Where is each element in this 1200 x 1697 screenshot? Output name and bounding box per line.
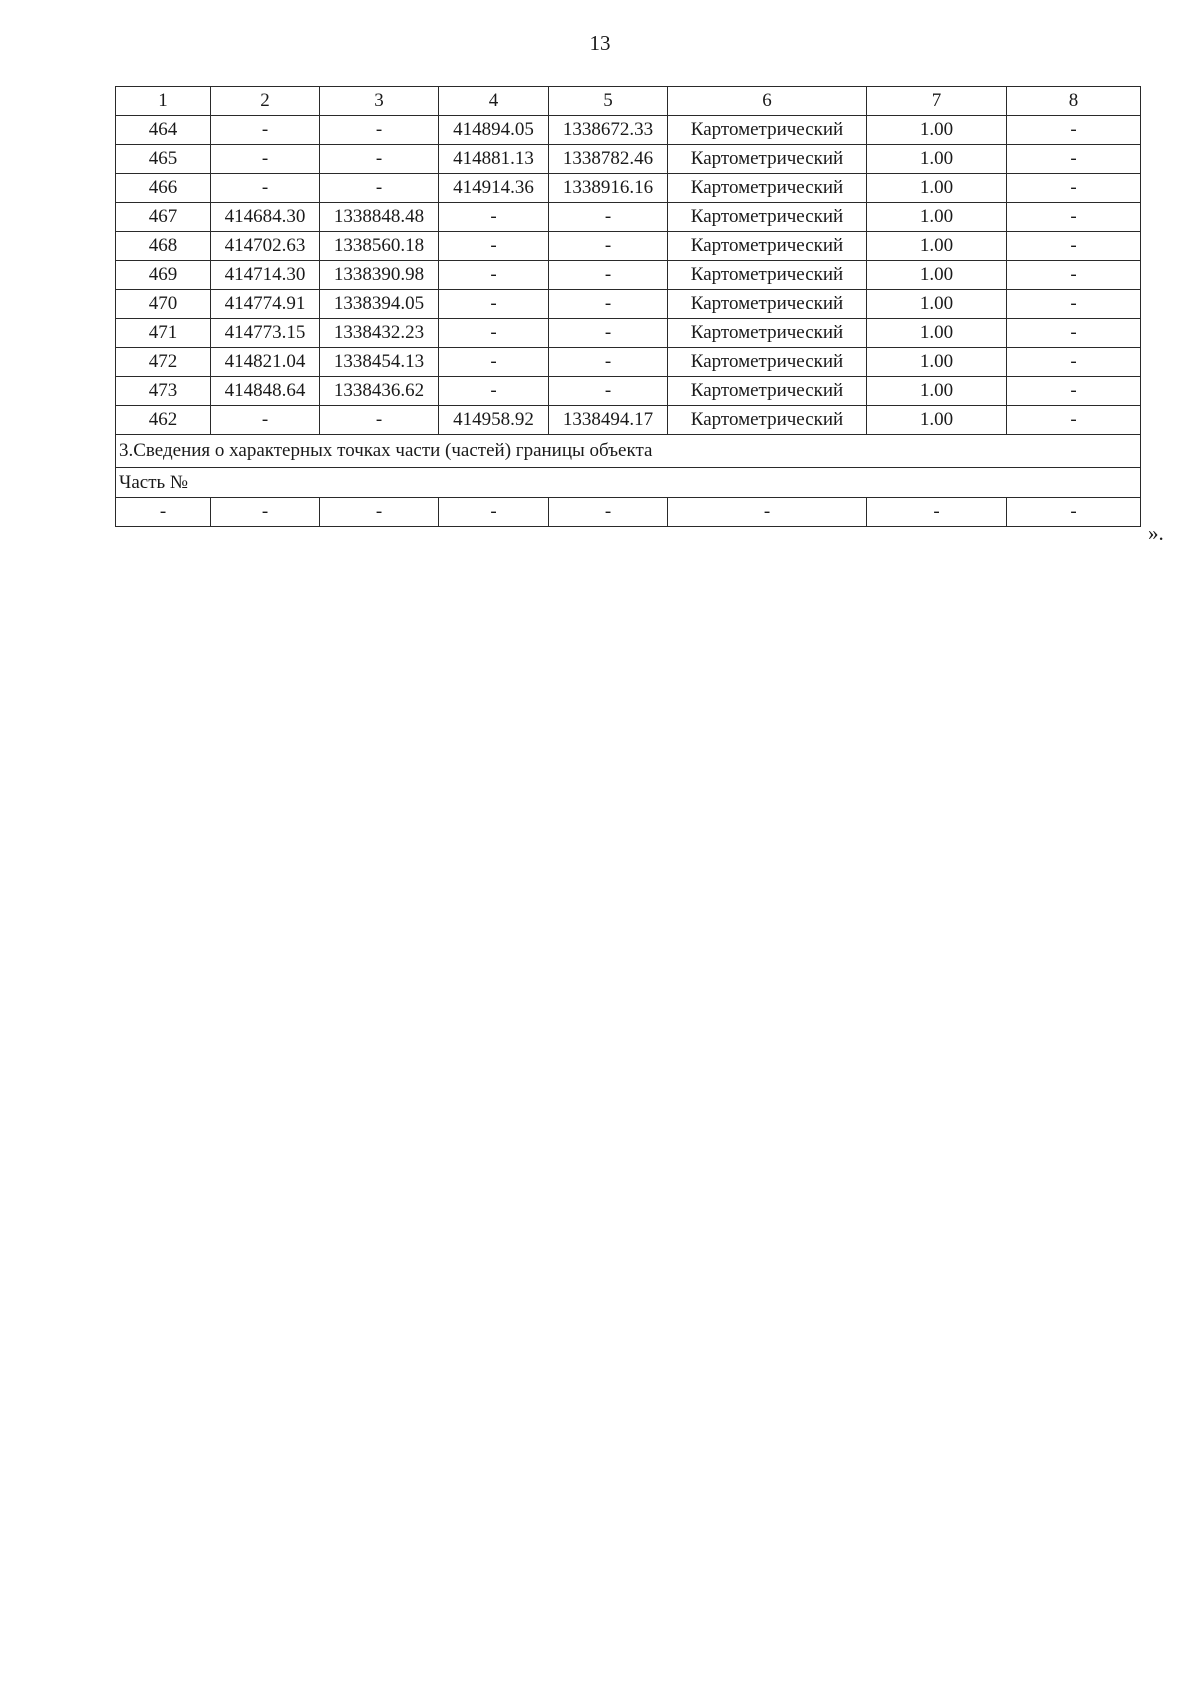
table-cell: - <box>1007 377 1141 406</box>
table-cell: 469 <box>116 261 211 290</box>
table-cell: 7 <box>867 87 1007 116</box>
table-cell: - <box>668 498 867 527</box>
table-cell: - <box>867 498 1007 527</box>
closing-quote: ». <box>1148 521 1164 545</box>
table-cell: Картометрический <box>668 232 867 261</box>
table-cell: 8 <box>1007 87 1141 116</box>
table-row <box>116 203 1141 232</box>
table-row <box>116 261 1141 290</box>
table-cell: - <box>211 406 320 435</box>
table-cell: 414894.05 <box>439 116 549 145</box>
table-cell: 471 <box>116 319 211 348</box>
table-cell: - <box>1007 145 1141 174</box>
table-row <box>116 377 1141 406</box>
table-cell: - <box>320 116 439 145</box>
table-cell: 2 <box>211 87 320 116</box>
table-cell: 1338436.62 <box>320 377 439 406</box>
table-cell: - <box>1007 261 1141 290</box>
table-row <box>116 319 1141 348</box>
table-cell: 1 <box>116 87 211 116</box>
table-cell: - <box>439 232 549 261</box>
table-cell: - <box>211 498 320 527</box>
table-row <box>116 406 1141 435</box>
table-cell: 414773.15 <box>211 319 320 348</box>
table-cell: - <box>320 498 439 527</box>
table-cell: - <box>1007 203 1141 232</box>
table-cell: - <box>439 290 549 319</box>
coordinates-table-wrapper <box>115 86 1141 527</box>
table-cell: 3 <box>320 87 439 116</box>
table-cell: Картометрический <box>668 261 867 290</box>
table-cell: Картометрический <box>668 116 867 145</box>
table-cell: 1338494.17 <box>549 406 668 435</box>
table-row <box>116 145 1141 174</box>
table-row <box>116 290 1141 319</box>
table-cell: 414714.30 <box>211 261 320 290</box>
table-cell: - <box>439 498 549 527</box>
table-cell: 1338560.18 <box>320 232 439 261</box>
table-cell: 472 <box>116 348 211 377</box>
table-cell: - <box>439 348 549 377</box>
table-cell: Картометрический <box>668 319 867 348</box>
table-cell: 1.00 <box>867 145 1007 174</box>
table-cell: 1.00 <box>867 232 1007 261</box>
table-cell: Картометрический <box>668 203 867 232</box>
table-cell: 414958.92 <box>439 406 549 435</box>
table-cell: - <box>320 174 439 203</box>
table-cell: 470 <box>116 290 211 319</box>
table-cell: 465 <box>116 145 211 174</box>
table-cell: - <box>1007 116 1141 145</box>
table-cell: 1.00 <box>867 290 1007 319</box>
table-cell: Картометрический <box>668 348 867 377</box>
table-row <box>116 348 1141 377</box>
table-cell: - <box>1007 319 1141 348</box>
table-row <box>116 174 1141 203</box>
table-cell: - <box>1007 174 1141 203</box>
table-cell: 414821.04 <box>211 348 320 377</box>
table-cell: - <box>320 145 439 174</box>
table-cell: - <box>439 203 549 232</box>
table-cell: - <box>1007 232 1141 261</box>
table-cell: - <box>439 261 549 290</box>
coordinates-table <box>115 86 1141 527</box>
table-cell: 462 <box>116 406 211 435</box>
part-label: Часть № <box>116 468 1141 498</box>
table-cell: 1338672.33 <box>549 116 668 145</box>
table-cell: Картометрический <box>668 174 867 203</box>
table-cell: 1.00 <box>867 116 1007 145</box>
table-cell: 1.00 <box>867 261 1007 290</box>
table-cell: - <box>549 498 668 527</box>
table-cell: - <box>549 319 668 348</box>
part-label-row <box>116 468 1141 498</box>
table-cell: - <box>549 377 668 406</box>
section-title-row <box>116 435 1141 468</box>
table-cell: 1338394.05 <box>320 290 439 319</box>
table-cell: 1338848.48 <box>320 203 439 232</box>
table-cell: 1.00 <box>867 377 1007 406</box>
section-title: 3.Сведения о характерных точках части (частей) границы объекта <box>116 435 1141 468</box>
table-cell: - <box>439 377 549 406</box>
table-cell: 1338782.46 <box>549 145 668 174</box>
table-cell: 414774.91 <box>211 290 320 319</box>
table-cell: 5 <box>549 87 668 116</box>
table-cell: 1.00 <box>867 174 1007 203</box>
table-cell: - <box>549 348 668 377</box>
table-cell: 6 <box>668 87 867 116</box>
table-cell: 414881.13 <box>439 145 549 174</box>
table-cell: 464 <box>116 116 211 145</box>
table-cell: 414684.30 <box>211 203 320 232</box>
table-cell: 414914.36 <box>439 174 549 203</box>
table-cell: - <box>549 232 668 261</box>
table-cell: 1338916.16 <box>549 174 668 203</box>
table-cell: - <box>549 203 668 232</box>
table-cell: 1.00 <box>867 319 1007 348</box>
page-number: 13 <box>589 31 611 55</box>
table-cell: 1338390.98 <box>320 261 439 290</box>
table-body <box>116 87 1141 527</box>
table-cell: Картометрический <box>668 406 867 435</box>
table-cell: - <box>439 319 549 348</box>
table-cell: - <box>1007 290 1141 319</box>
table-cell: - <box>1007 498 1141 527</box>
table-cell: - <box>1007 406 1141 435</box>
table-cell: 414848.64 <box>211 377 320 406</box>
table-cell: Картометрический <box>668 145 867 174</box>
table-row <box>116 116 1141 145</box>
table-cell: - <box>211 174 320 203</box>
table-cell: 1338432.23 <box>320 319 439 348</box>
table-row <box>116 498 1141 527</box>
table-cell: - <box>549 290 668 319</box>
table-cell: - <box>320 406 439 435</box>
table-row <box>116 232 1141 261</box>
table-cell: 4 <box>439 87 549 116</box>
table-cell: 468 <box>116 232 211 261</box>
table-cell: 1.00 <box>867 348 1007 377</box>
table-cell: 1.00 <box>867 203 1007 232</box>
table-cell: - <box>1007 348 1141 377</box>
table-cell: - <box>211 145 320 174</box>
table-cell: 473 <box>116 377 211 406</box>
table-cell: 414702.63 <box>211 232 320 261</box>
table-cell: 466 <box>116 174 211 203</box>
table-cell: Картометрический <box>668 290 867 319</box>
table-header-row <box>116 87 1141 116</box>
table-cell: - <box>211 116 320 145</box>
table-cell: Картометрический <box>668 377 867 406</box>
table-cell: 1338454.13 <box>320 348 439 377</box>
table-cell: - <box>549 261 668 290</box>
table-cell: 1.00 <box>867 406 1007 435</box>
table-cell: 467 <box>116 203 211 232</box>
table-cell: - <box>116 498 211 527</box>
